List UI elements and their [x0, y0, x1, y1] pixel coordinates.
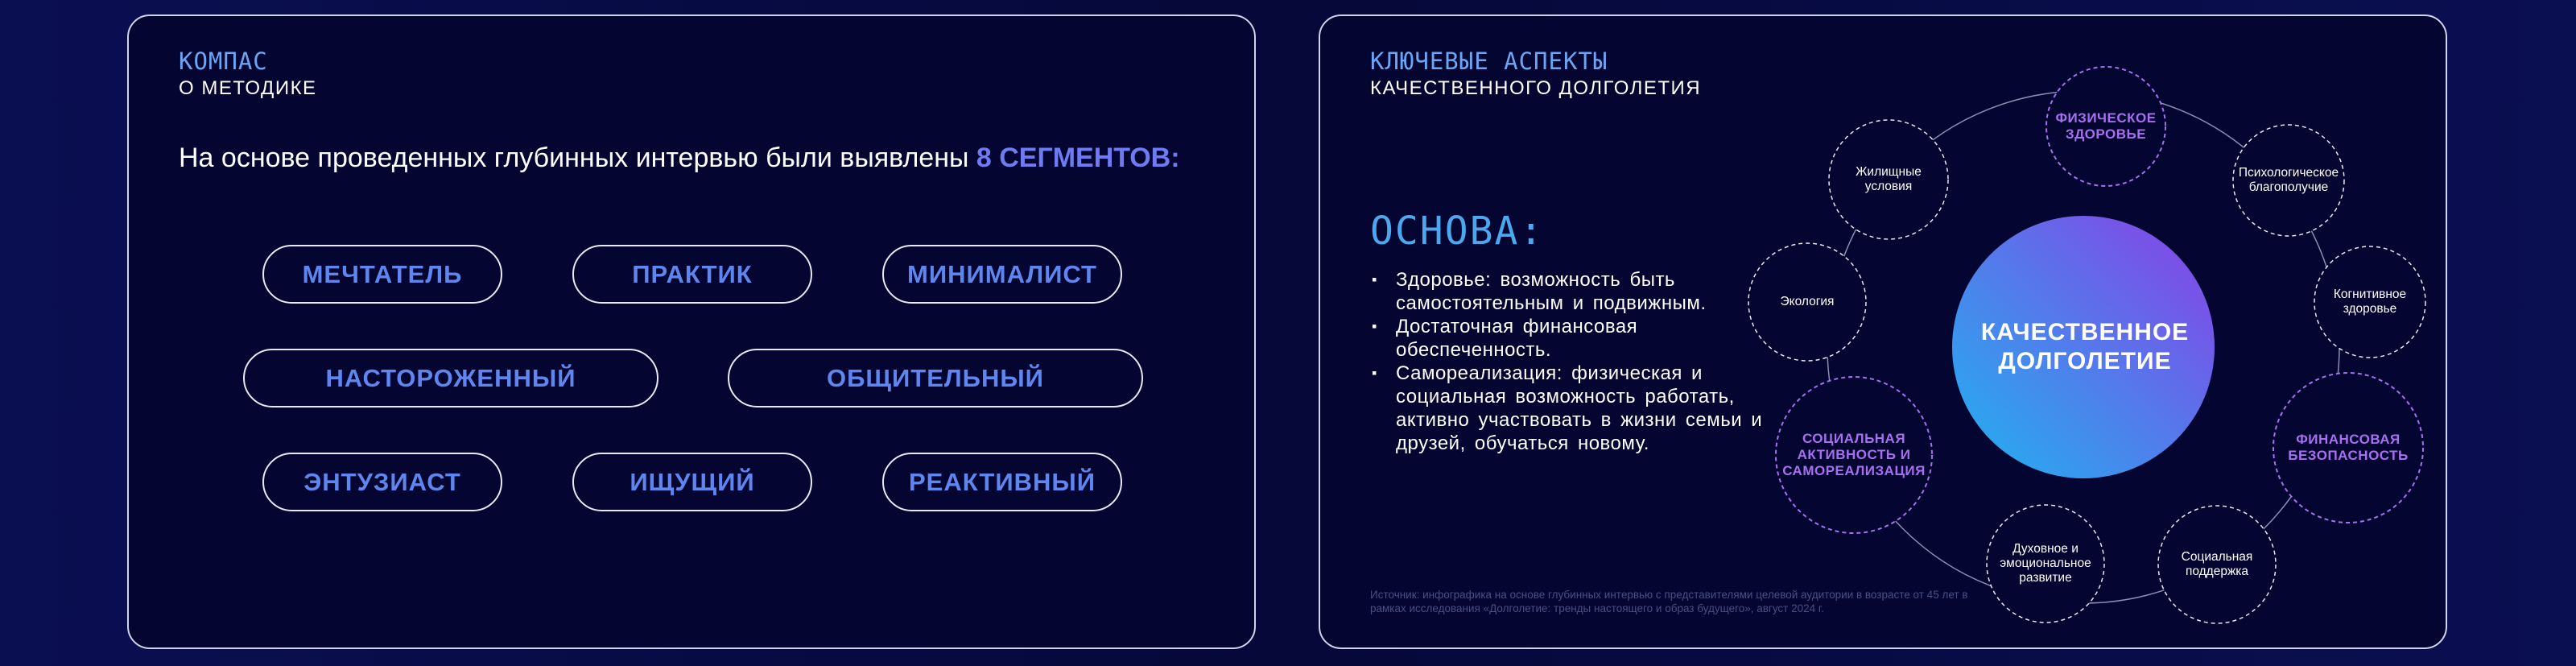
headline: [179, 143, 1180, 174]
headline-text: На основе проведенных глубинных интервью были выявлены: [179, 143, 969, 173]
headline-accent: 8 СЕГМЕНТОВ:: [976, 143, 1180, 173]
segment-pill: НАСТОРОЖЕННЫЙ: [243, 349, 658, 407]
node-label-psych: Психологическое благополучие: [2238, 166, 2339, 194]
slide-subtitle: О МЕТОДИКЕ: [179, 77, 317, 99]
longevity-slide: [1319, 14, 2447, 649]
node-label-financial: ФИНАНСОВАЯ БЕЗОПАСНОСТЬ: [2288, 432, 2409, 463]
basis-item: ▪ Здоровье: возможность быть самостоятельным и подвижным.: [1368, 268, 1787, 315]
segment-pill: ЭНТУЗИАСТ: [262, 453, 502, 511]
node-label-spiritual: Духовное и эмоциональное развитие: [2000, 542, 2091, 585]
source-note: Источник: инфографика на основе глубинных интервью с представителями целевой аудитории в возрасте от 45 лет в рамках исследования «Долголетие: тренды настоящего и образ будущего», август 2024 г.: [1370, 589, 1968, 614]
slide-eyebrow: КЛЮЧЕВЫЕ АСПЕКТЫ: [1370, 48, 1608, 75]
segment-pill: РЕАКТИВНЫЙ: [882, 453, 1122, 511]
node-label-physical: ФИЗИЧЕСКОЕ ЗДОРОВЬЕ: [2055, 110, 2157, 142]
node-label-ecology: Экология: [1780, 295, 1835, 308]
aspects-diagram: [1320, 16, 2447, 649]
node-label-social-support: Социальная поддержка: [2181, 550, 2253, 578]
segment-pill: ПРАКТИК: [572, 245, 812, 304]
segment-pill: МИНИМАЛИСТ: [882, 245, 1122, 304]
basis-item: ▪ Достаточная финансовая обеспеченность.: [1368, 315, 1787, 362]
slide-subtitle: КАЧЕСТВЕННОГО ДОЛГОЛЕТИЯ: [1370, 77, 1702, 99]
segment-pill: ИЩУЩИЙ: [572, 453, 812, 511]
basis-heading: ОСНОВА:: [1370, 209, 1545, 254]
node-label-social-activity: СОЦИАЛЬНАЯ АКТИВНОСТЬ И САМОРЕАЛИЗАЦИЯ: [1782, 431, 1926, 478]
node-label-housing: Жилищные условия: [1856, 165, 1922, 193]
slide-eyebrow: КОМПАС: [179, 48, 268, 75]
methodology-slide: [127, 14, 1256, 649]
center-label: КАЧЕСТВЕННОЕ ДОЛГОЛЕТИЕ: [1980, 319, 2190, 374]
segment-pill: ОБЩИТЕЛЬНЫЙ: [728, 349, 1143, 407]
segment-pill: МЕЧТАТЕЛЬ: [262, 245, 502, 304]
node-label-cognitive: Когнитивное здоровье: [2333, 287, 2407, 316]
basis-item: ▪ Самореализация: физическая и социальная возможность работать, активно участвовать в жизни семьи и друзей, обучаться новому.: [1368, 362, 1787, 455]
